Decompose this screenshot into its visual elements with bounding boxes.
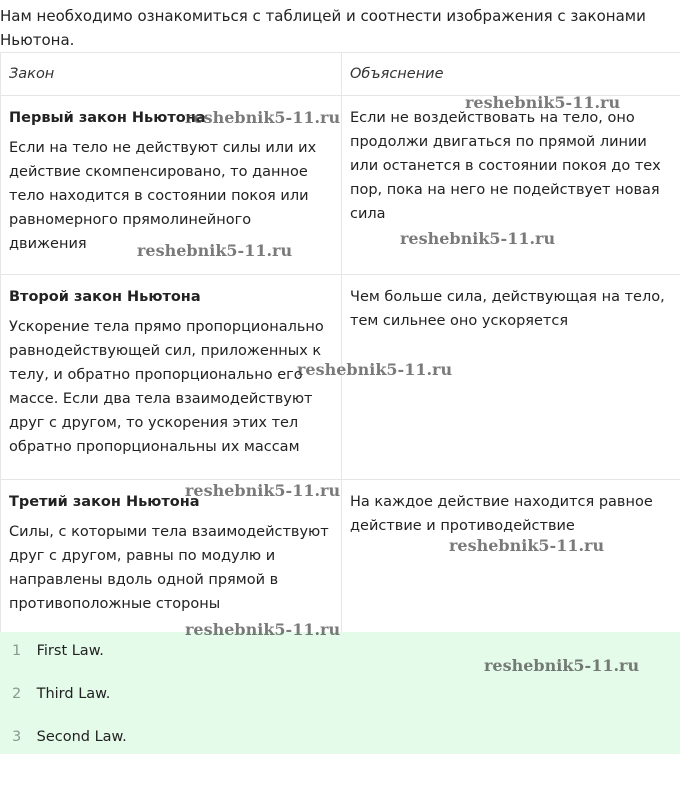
law-name: Первый закон Ньютона	[9, 110, 206, 126]
list-item-text: Second Law.	[36, 729, 127, 745]
list-item-number: 3	[12, 729, 22, 745]
watermark: reshebnik5-11.ru	[449, 536, 605, 555]
law-name: Второй закон Ньютона	[9, 289, 201, 305]
explanation-cell	[342, 96, 680, 275]
law-text: Силы, с которыми тела взаимодействуют друг с другом, равны по модулю и направлены вдоль одной прямой в противоположные стороны	[9, 524, 329, 612]
watermark: reshebnik5-11.ru	[484, 656, 640, 675]
law-cell	[1, 96, 342, 275]
watermark: reshebnik5-11.ru	[297, 360, 453, 379]
watermark: reshebnik5-11.ru	[185, 481, 341, 500]
explanation-cell	[342, 275, 680, 480]
table-row	[1, 275, 680, 480]
law-explanation: Чем больше сила, действующая на тело, тем сильнее оно ускоряется	[350, 289, 665, 329]
law-cell	[1, 480, 342, 633]
watermark: reshebnik5-11.ru	[400, 229, 556, 248]
law-explanation: Если не воздействовать на тело, оно продолжи двигаться по прямой линии или останется в состоянии покоя до тех пор, пока на него не подействует новая сила	[350, 110, 661, 222]
law-text: Если на тело не действуют силы или их действие скомпенсировано, то данное тело находится в состоянии покоя или равномерного прямолинейного движения	[9, 140, 317, 252]
watermark: reshebnik5-11.ru	[137, 241, 293, 260]
list-item-text: Third Law.	[36, 686, 111, 702]
header-explanation: Объяснение	[342, 53, 680, 96]
list-item-text: First Law.	[36, 643, 104, 659]
law-explanation: На каждое действие находится равное действие и противодействие	[350, 494, 653, 534]
list-item	[12, 727, 127, 747]
law-name: Третий закон Ньютона	[9, 494, 200, 510]
watermark: reshebnik5-11.ru	[465, 93, 621, 112]
list-item-number: 2	[12, 686, 22, 702]
explanation-cell	[342, 480, 680, 633]
watermark: reshebnik5-11.ru	[185, 108, 341, 127]
list-item	[12, 641, 104, 661]
law-text: Ускорение тела прямо пропорционально равнодействующей сил, приложенных к телу, и обратно пропорционально его массе. Если два тела взаимодействуют друг с другом, то ускорения этих тел обратно пропорциональны их массам	[9, 319, 324, 455]
table-row	[1, 480, 680, 633]
law-cell	[1, 275, 342, 480]
list-item-number: 1	[12, 643, 22, 659]
list-item	[12, 684, 110, 704]
answer-list	[0, 632, 680, 754]
table-header-row	[1, 53, 680, 96]
watermark: reshebnik5-11.ru	[185, 620, 341, 639]
intro-text: Нам необходимо ознакомиться с таблицей и соотнести изображения с законами Ньютона.	[0, 7, 646, 49]
laws-table	[0, 52, 680, 633]
header-law: Закон	[1, 53, 342, 96]
table-row	[1, 96, 680, 275]
